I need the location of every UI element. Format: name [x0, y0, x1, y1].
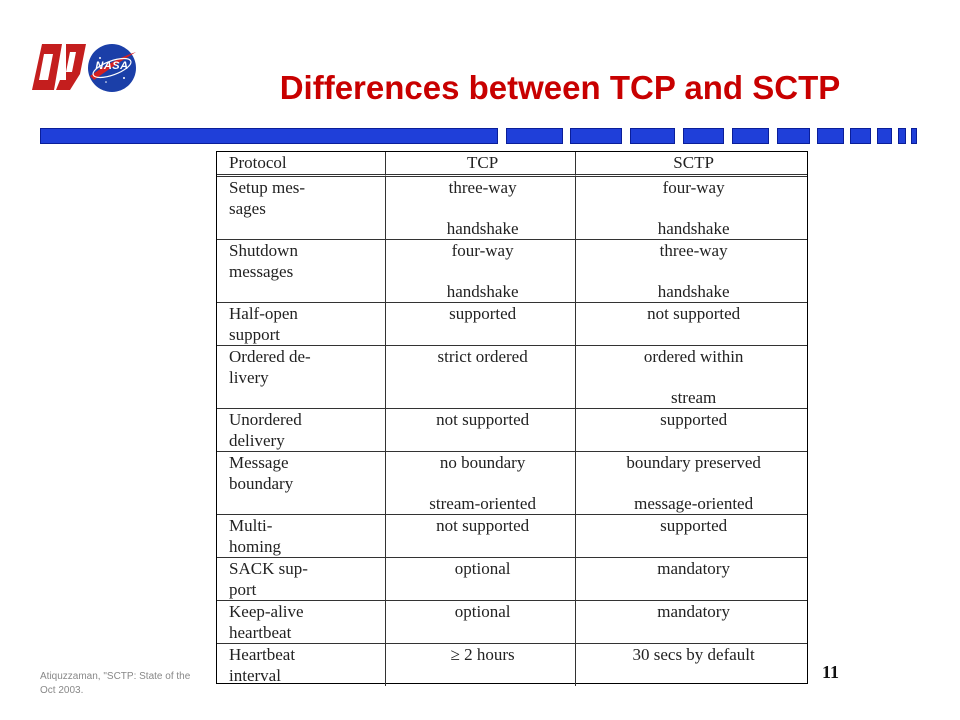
nasa-logo-text: NASA: [95, 60, 129, 72]
cell-text: strict ordered: [437, 347, 528, 366]
sctp-cell: [575, 409, 807, 452]
tcp-cell: [385, 177, 575, 240]
cell-text: SACK sup-: [229, 559, 308, 578]
cell-text: messages: [229, 261, 294, 281]
bar-segment: [911, 128, 917, 144]
tcp-cell: [385, 409, 575, 452]
cell-text: boundary preserved: [626, 453, 761, 472]
cell-text: handshake: [657, 218, 730, 238]
cell-text: mandatory: [657, 559, 730, 578]
citation-line: Atiquzzaman, "SCTP: State of the: [40, 671, 191, 682]
table-row: [217, 601, 807, 644]
feature-cell: [217, 452, 385, 515]
feature-cell: [217, 409, 385, 452]
table-row: [217, 240, 807, 303]
cell-text: optional: [454, 602, 511, 621]
bar-segment: [40, 128, 498, 144]
bar-segment: [898, 128, 906, 144]
sctp-cell: [575, 303, 807, 346]
cell-text: Keep-alive: [229, 602, 304, 621]
cell-text: stream: [670, 387, 717, 407]
title-divider-bar: [40, 128, 920, 144]
cell-text: heartbeat: [229, 622, 292, 642]
cell-text: four-way: [662, 178, 725, 197]
table-row: [217, 558, 807, 601]
tcp-cell: [385, 346, 575, 409]
cell-text: Setup mes-: [229, 178, 306, 197]
feature-cell: [217, 346, 385, 409]
cell-text: delivery: [229, 430, 285, 450]
cell-text: optional: [454, 559, 511, 578]
header-sctp: SCTP: [575, 152, 807, 177]
cell-text: supported: [660, 410, 728, 429]
feature-cell: [217, 240, 385, 303]
page-title: Differences between TCP and SCTP: [279, 69, 841, 106]
table-row: [217, 346, 807, 409]
bar-segment: [683, 128, 724, 144]
cell-text: message-oriented: [634, 493, 754, 513]
feature-cell: [217, 303, 385, 346]
tcp-cell: [385, 515, 575, 558]
cell-text: not supported: [436, 410, 530, 429]
bar-segment: [506, 128, 563, 144]
tcp-cell: [385, 452, 575, 515]
tcp-cell: [385, 303, 575, 346]
sctp-cell: [575, 558, 807, 601]
table-row: [217, 452, 807, 515]
cell-text: not supported: [436, 516, 530, 535]
citation-footer: [40, 670, 220, 698]
sctp-cell: [575, 644, 807, 686]
cell-text: four-way: [451, 241, 514, 260]
cell-text: Multi-: [229, 516, 273, 535]
cell-text: Message: [229, 453, 289, 472]
sctp-cell: [575, 515, 807, 558]
cell-text: ordered within: [643, 347, 744, 366]
cell-text: handshake: [446, 218, 519, 238]
cell-text: support: [229, 324, 280, 344]
feature-cell: [217, 515, 385, 558]
bar-segment: [570, 128, 622, 144]
cell-text: handshake: [446, 281, 519, 301]
cell-text: boundary: [229, 473, 294, 493]
header-protocol: Protocol: [217, 152, 385, 177]
sctp-cell: [575, 346, 807, 409]
table-row: [217, 515, 807, 558]
sctp-cell: [575, 177, 807, 240]
cell-text: interval: [229, 665, 281, 685]
cell-text: livery: [229, 367, 269, 387]
tcp-cell: [385, 644, 575, 686]
bar-segment: [817, 128, 844, 144]
feature-cell: [217, 644, 385, 686]
feature-cell: [217, 177, 385, 240]
sctp-cell: [575, 240, 807, 303]
bar-segment: [732, 128, 769, 144]
tcp-cell: [385, 601, 575, 644]
cell-text: not supported: [647, 304, 741, 323]
table-row: [217, 177, 807, 240]
bar-segment: [877, 128, 892, 144]
comparison-table: [216, 151, 808, 684]
table-row: [217, 409, 807, 452]
cell-text: handshake: [657, 281, 730, 301]
tcp-cell: [385, 240, 575, 303]
cell-text: Ordered de-: [229, 347, 311, 366]
cell-text: Heartbeat: [229, 645, 296, 664]
table-row: [217, 303, 807, 346]
ou-logo-icon: [28, 40, 88, 98]
tcp-cell: [385, 558, 575, 601]
sctp-cell: [575, 601, 807, 644]
sctp-cell: [575, 452, 807, 515]
cell-text: 30 secs by default: [632, 645, 755, 664]
bar-segment: [777, 128, 810, 144]
header-tcp: TCP: [385, 152, 575, 177]
table-row: [217, 644, 807, 686]
cell-text: supported: [660, 516, 728, 535]
cell-text: port: [229, 579, 257, 599]
cell-text: stream-oriented: [429, 493, 536, 513]
cell-text: supported: [449, 304, 517, 323]
cell-text: no boundary: [439, 453, 526, 472]
page-number: 11: [822, 662, 840, 682]
cell-text: homing: [229, 536, 281, 556]
citation-line: Oct 2003.: [40, 685, 84, 696]
cell-text: mandatory: [657, 602, 730, 621]
cell-text: three-way: [448, 178, 517, 197]
nasa-logo-icon: [86, 42, 138, 94]
cell-text: Unordered: [229, 410, 302, 429]
cell-text: ≥ 2 hours: [450, 645, 515, 664]
table-header-row: [217, 152, 807, 177]
cell-text: sages: [229, 198, 266, 218]
feature-cell: [217, 558, 385, 601]
feature-cell: [217, 601, 385, 644]
bar-segment: [630, 128, 675, 144]
cell-text: three-way: [659, 241, 728, 260]
cell-text: Half-open: [229, 304, 298, 323]
cell-text: Shutdown: [229, 241, 298, 260]
bar-segment: [850, 128, 871, 144]
